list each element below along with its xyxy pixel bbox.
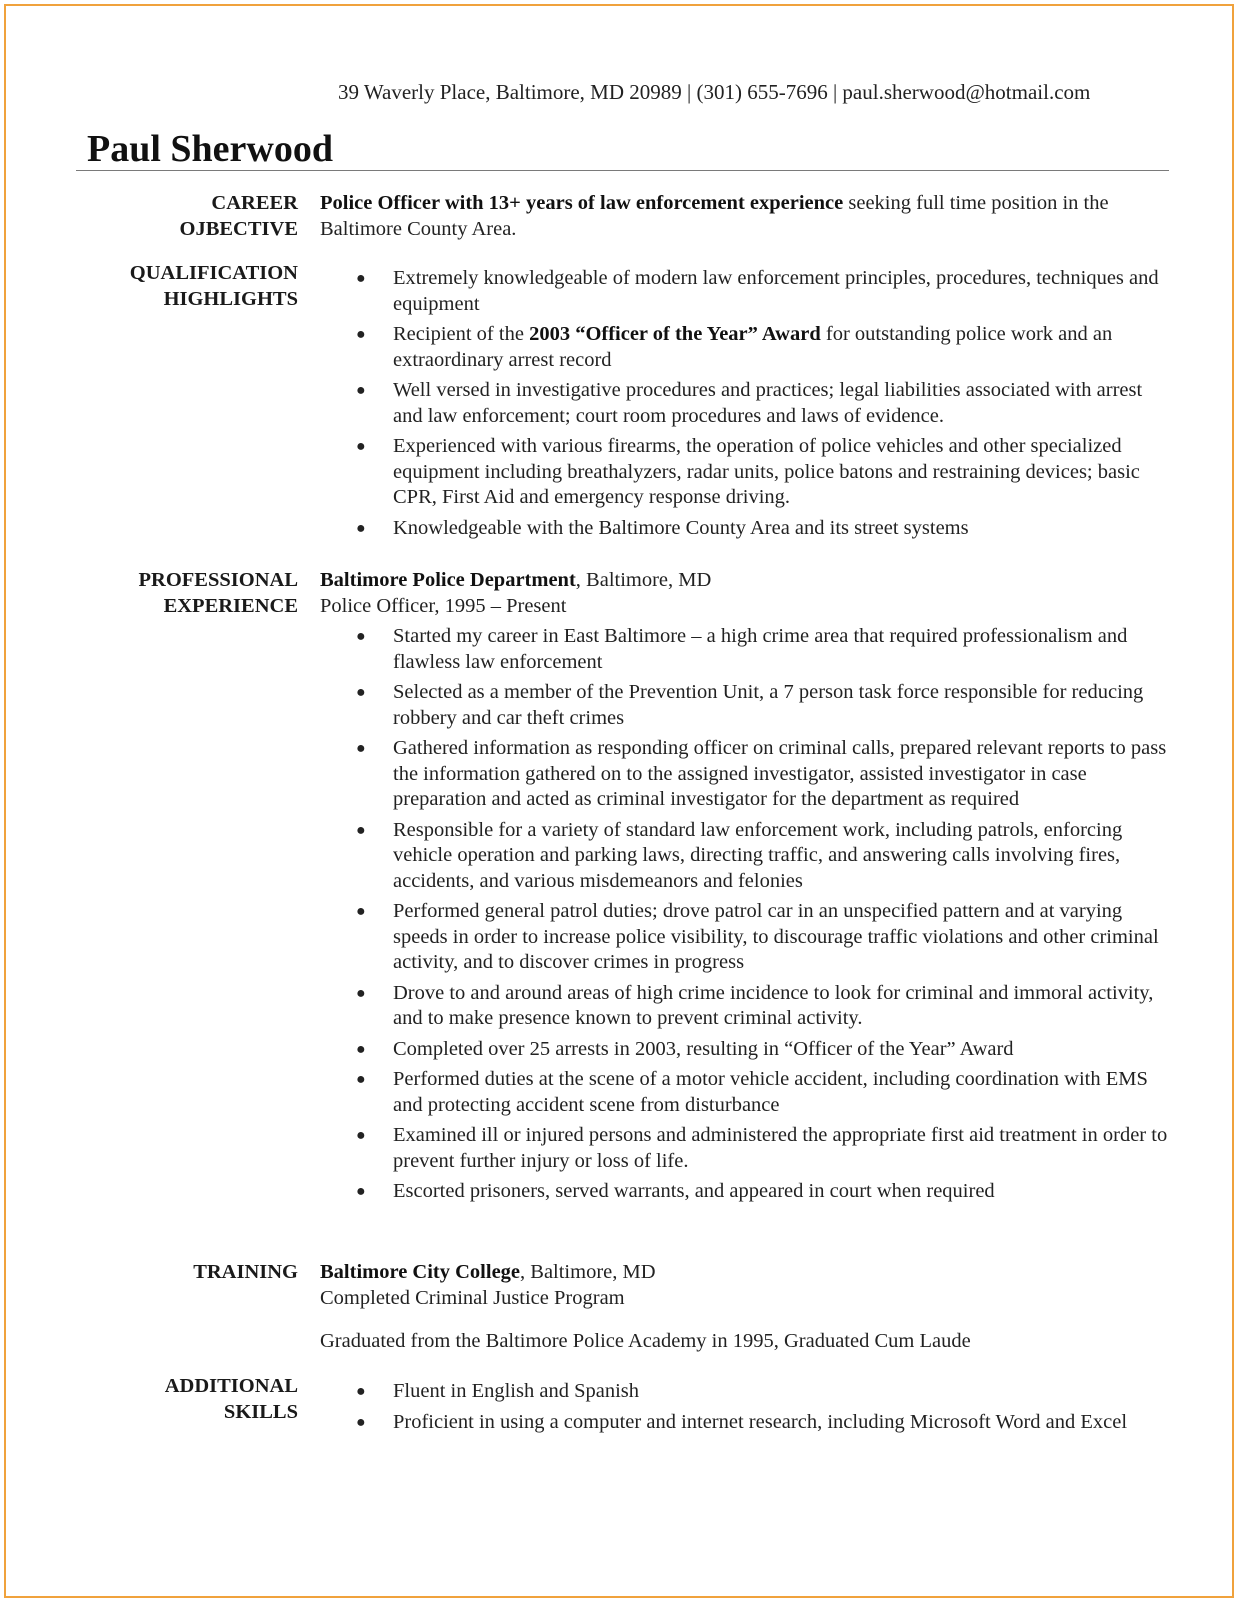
list-item-text: Knowledgeable with the Baltimore County Area and its street systems bbox=[393, 516, 969, 539]
employer-name: Baltimore Police Department bbox=[320, 569, 576, 591]
contact-line: 39 Waverly Place, Baltimore, MD 20989 | (301) 655-7696 | paul.sherwood@hotmail.com bbox=[338, 80, 1091, 104]
list-item-text: Drove to and around areas of high crime incidence to look for criminal and immoral activity, and to make presence known to prevent criminal activity. bbox=[393, 981, 1154, 1029]
training-program: Completed Criminal Justice Program bbox=[320, 1287, 625, 1309]
list-item-text: Examined ill or injured persons and administered the appropriate first aid treatment in order to prevent further injury or loss of life. bbox=[393, 1124, 1168, 1172]
bullet-icon: ● bbox=[356, 740, 366, 757]
employer-location: , Baltimore, MD bbox=[575, 569, 712, 591]
job-title: Police Officer, 1995 – Present bbox=[320, 595, 567, 617]
list-item bbox=[320, 434, 1172, 511]
school-line bbox=[320, 1260, 1172, 1286]
list-item-text: Completed over 25 arrests in 2003, resulting in “Officer of the Year” Award bbox=[393, 1037, 1014, 1060]
list-item bbox=[320, 1123, 1172, 1174]
list-item bbox=[320, 818, 1172, 895]
list-item bbox=[320, 680, 1172, 731]
list-item bbox=[320, 981, 1172, 1032]
bullet-icon: ● bbox=[356, 984, 366, 1002]
list-item bbox=[320, 1067, 1172, 1118]
list-item bbox=[320, 1410, 1172, 1436]
list-item-text: Gathered information as responding officer on criminal calls, prepared relevant reports to pass the information gathered on to the assigned investigator, assisted investigator in case preparation and acted as criminal investigator for the department as required bbox=[393, 737, 1167, 810]
section-label-highlights: QUALIFICATION HIGHLIGHTS bbox=[129, 262, 298, 310]
bullet-icon: ● bbox=[356, 1413, 366, 1431]
experience-list bbox=[320, 624, 1172, 1205]
section-label-objective: CAREER OJBECTIVE bbox=[179, 192, 298, 240]
bullet-icon: ● bbox=[356, 438, 366, 455]
list-item-emphasis: 2003 “Officer of the Year” Award bbox=[529, 323, 821, 345]
list-item-text: for outstanding police work and an extraordinary arrest record bbox=[393, 323, 1113, 371]
list-item bbox=[320, 516, 1172, 542]
objective-rest: seeking full time position in the Baltimore County Area. bbox=[320, 192, 1109, 240]
list-item-text: Fluent in English and Spanish bbox=[393, 1380, 639, 1402]
list-item bbox=[320, 266, 1172, 317]
section-label-experience: PROFESSIONAL EXPERIENCE bbox=[138, 569, 298, 617]
academy-line: Graduated from the Baltimore Police Academy in 1995, Graduated Cum Laude bbox=[320, 1330, 971, 1352]
bullet-icon: ● bbox=[356, 903, 366, 920]
list-item bbox=[320, 1179, 1172, 1205]
list-item bbox=[320, 322, 1172, 373]
school-location: , Baltimore, MD bbox=[520, 1261, 656, 1283]
section-label-skills: ADDITIONAL SKILLS bbox=[164, 1375, 298, 1423]
bullet-icon: ● bbox=[356, 821, 366, 839]
highlights-list bbox=[320, 266, 1172, 541]
bullet-icon: ● bbox=[356, 628, 366, 645]
list-item-text: Performed general patrol duties; drove patrol car in an unspecified pattern and at varying speeds in order to increase police visibility, to discourage traffic violations and other criminal activity, and to discover crimes in progress bbox=[393, 900, 1159, 973]
list-item bbox=[320, 1379, 1172, 1405]
list-item bbox=[320, 736, 1172, 813]
list-item-text: Extremely knowledgeable of modern law enforcement principles, procedures, techniques and equipment bbox=[393, 267, 1159, 315]
bullet-icon: ● bbox=[356, 1183, 366, 1200]
list-item-text: Responsible for a variety of standard law enforcement work, including patrols, enforcing vehicle operation and parking laws, directing traffic, and answering calls involving fires, accidents, and various misdemeanors and felonies bbox=[393, 818, 1123, 892]
list-item-text: Selected as a member of the Prevention Unit, a 7 person task force responsible for reducing robbery and car theft crimes bbox=[393, 681, 1144, 729]
list-item bbox=[320, 1037, 1172, 1063]
list-item bbox=[320, 899, 1172, 976]
list-item-text: Performed duties at the scene of a motor vehicle accident, including coordination with EMS and protecting accident scene from disturbance bbox=[393, 1068, 1148, 1116]
list-item bbox=[320, 378, 1172, 429]
list-item-text: Proficient in using a computer and internet research, including Microsoft Word and Excel bbox=[393, 1410, 1128, 1433]
list-item-text: Well versed in investigative procedures and practices; legal liabilities associated with arrest and law enforcement; court room procedures and laws of evidence. bbox=[393, 379, 1143, 427]
employer-line bbox=[320, 568, 1172, 594]
section-label-training: TRAINING bbox=[193, 1261, 298, 1283]
bullet-icon: ● bbox=[356, 1071, 366, 1088]
bullet-icon: ● bbox=[356, 519, 366, 537]
bullet-icon: ● bbox=[356, 1383, 366, 1400]
list-item-text: Started my career in East Baltimore – a high crime area that required professionalism and flawless law enforcement bbox=[393, 625, 1128, 673]
list-item bbox=[320, 624, 1172, 675]
skills-list bbox=[320, 1379, 1172, 1435]
list-item-text: Recipient of the bbox=[393, 323, 530, 345]
objective-text bbox=[320, 191, 1172, 242]
list-item-text: Experienced with various firearms, the operation of police vehicles and other specialized equipment including breathalyzers, radar units, police batons and restraining devices; basic CPR, First Aid and emergency response driving. bbox=[393, 435, 1140, 508]
applicant-name: Paul Sherwood bbox=[87, 128, 333, 170]
school-name: Baltimore City College bbox=[320, 1261, 521, 1283]
bullet-icon: ● bbox=[356, 1040, 366, 1058]
bullet-icon: ● bbox=[356, 326, 366, 343]
objective-headline: Police Officer with 13+ years of law enforcement experience bbox=[320, 192, 844, 214]
bullet-icon: ● bbox=[356, 382, 366, 399]
bullet-icon: ● bbox=[356, 684, 366, 701]
bullet-icon: ● bbox=[356, 1127, 366, 1144]
header-divider bbox=[76, 170, 1169, 171]
list-item-text: Escorted prisoners, served warrants, and appeared in court when required bbox=[393, 1180, 995, 1202]
bullet-icon: ● bbox=[356, 270, 366, 287]
